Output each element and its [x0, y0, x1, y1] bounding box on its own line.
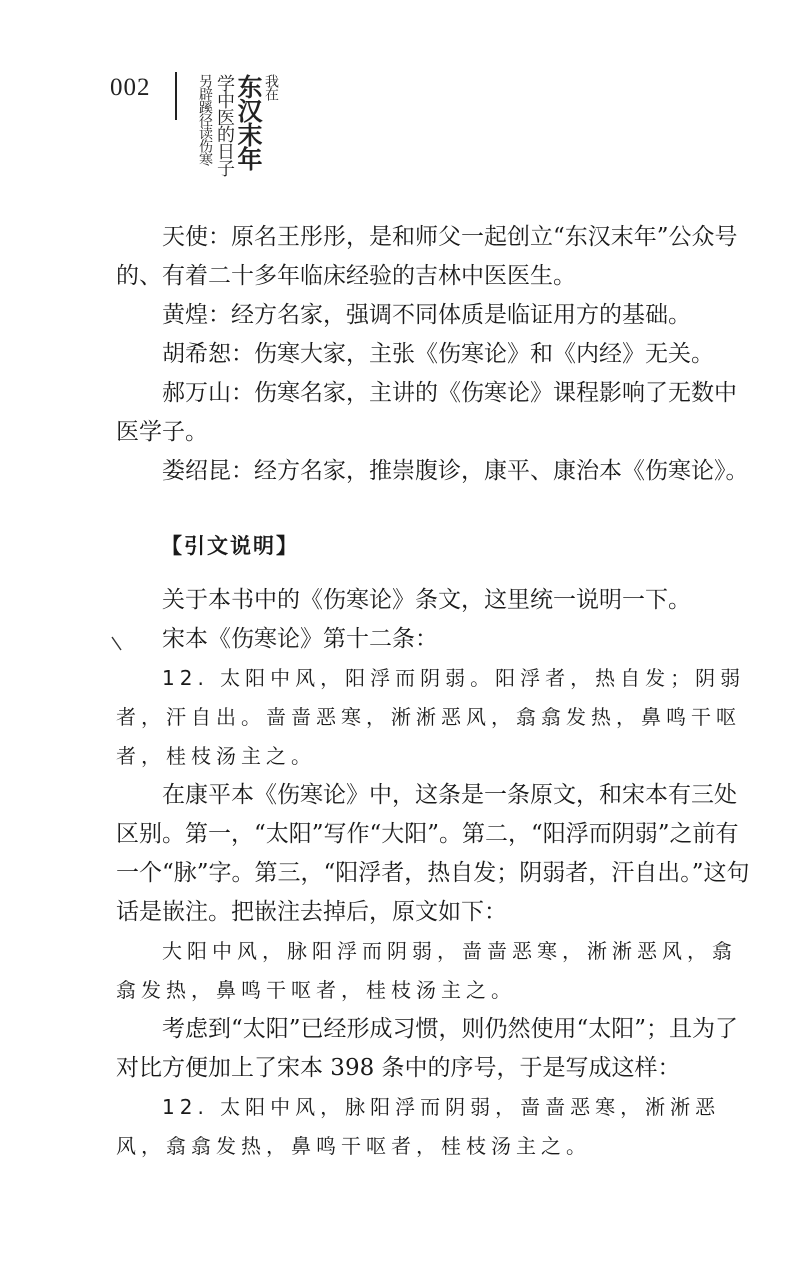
body-paragraph: 宋本《伤寒论》第十二条： — [162, 626, 438, 652]
header-title-col-2: 东汉末年 — [234, 74, 263, 170]
body-paragraph: 考虑到“太阳”已经形成习惯，则仍然使用“太阳”；且为了对比方便加上了宋本 398 条中的序号，于是写成这样： — [116, 1016, 739, 1081]
page-number: 002 — [110, 74, 151, 101]
header-title-col-4: 另辟蹊径读伤寒 — [197, 74, 213, 165]
quoted-clause: 12. 太阳中风，脉阳浮而阴弱，啬啬恶寒，淅淅恶风，翕翕发热，鼻鸣干呕者，桂枝汤主之。 — [116, 1095, 721, 1158]
body-paragraph: 关于本书中的《伤寒论》条文，这里统一说明一下。 — [162, 587, 691, 613]
quoted-clause: 12. 太阳中风，阳浮而阴弱。阳浮者，热自发；阴弱者，汗自出。啬啬恶寒，淅淅恶风，翕翕发热，鼻鸣干呕者，桂枝汤主之。 — [116, 666, 746, 768]
header-title-col-1: 我在 — [263, 74, 279, 100]
section-heading: 【引文说明】 — [161, 533, 299, 558]
quoted-clause: 大阳中风，脉阳浮而阴弱，啬啬恶寒，淅淅恶风，翕翕发热，鼻鸣干呕者，桂枝汤主之。 — [116, 939, 737, 1002]
running-header-title — [198, 74, 278, 176]
intro-paragraph: 天使：原名王彤彤，是和师父一起创立“东汉末年”公众号的、有着二十多年临床经验的吉林中医医生。 — [116, 224, 738, 289]
intro-paragraph: 娄绍昆：经方名家，推崇腹诊，康平、康治本《伤寒论》。 — [162, 458, 749, 484]
intro-paragraph: 郝万山：伤寒名家，主讲的《伤寒论》课程影响了无数中医学子。 — [116, 380, 737, 445]
body-paragraph: 在康平本《伤寒论》中，这条是一条原文，和宋本有三处区别。第一，“太阳”写作“大阳”。第二，“阳浮而阴弱”之前有一个“脉”字。第三，“阳浮者，热自发；阴弱者，汗自出。”这句话是嵌注。把嵌注去掉后，原文如下： — [116, 782, 750, 925]
header-divider — [175, 72, 177, 120]
intro-paragraph: 胡希恕：伤寒大家，主张《伤寒论》和《内经》无关。 — [162, 341, 714, 367]
intro-paragraph: 黄煌：经方名家，强调不同体质是临证用方的基础。 — [162, 302, 691, 328]
header-title-col-3: 学中医的日子 — [214, 74, 235, 176]
page-body — [116, 218, 756, 1166]
